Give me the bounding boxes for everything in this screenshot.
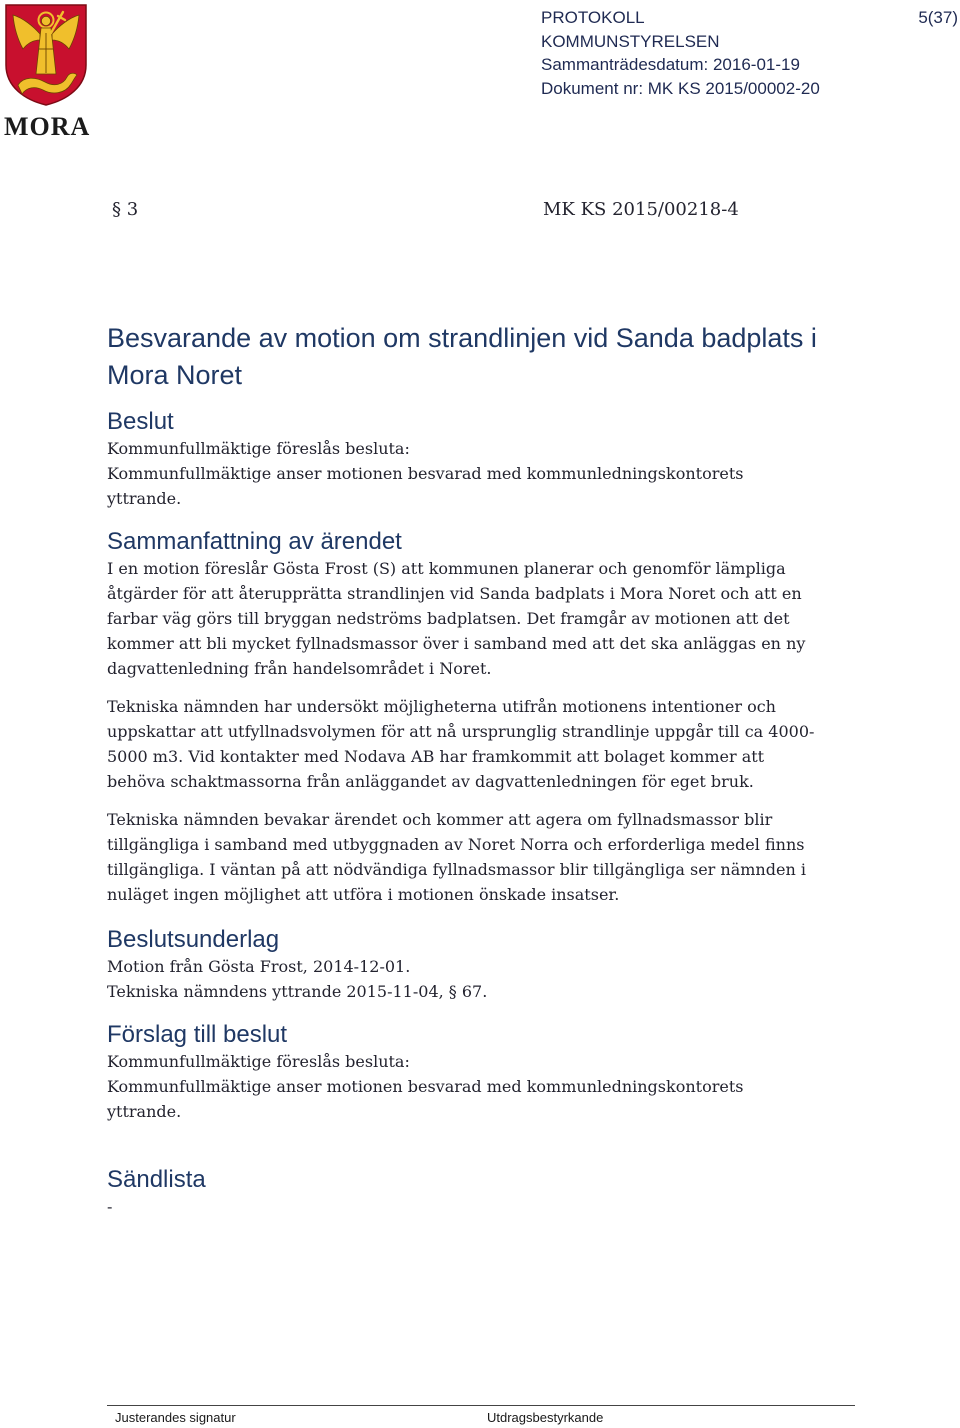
text-line: Kommunfullmäktige anser motionen besvarad med kommunledningskontorets <box>107 1077 744 1096</box>
meeting-date: Sammanträdesdatum: 2016-01-19 <box>541 55 800 74</box>
text-line: yttrande. <box>107 1102 182 1121</box>
page-indicator: 5(37) <box>918 8 958 27</box>
text-line: tillgängliga. I väntan på att nödvändiga fyllnadsmassor blir tillgängliga ser nämnden i <box>107 860 806 879</box>
paragraph <box>107 436 743 511</box>
distribution-list-heading: Sändlista <box>107 1166 206 1193</box>
mora-logo <box>4 3 90 143</box>
text-line: I en motion föreslår Gösta Frost (S) att kommunen planerar och genomför lämpliga <box>107 559 786 578</box>
board-name: KOMMUNSTYRELSEN <box>541 31 720 51</box>
text-line: kommer att bli mycket fyllnadsmassor över i samband med att det ska anläggas en ny <box>107 634 806 653</box>
decision-basis-heading: Beslutsunderlag <box>107 926 280 953</box>
paragraph <box>107 1049 743 1124</box>
text-line: - <box>107 1197 113 1216</box>
case-number: MK KS 2015/00218-4 <box>543 199 739 220</box>
text-line: tillgängliga i samband med utbyggnaden av Noret Norra och erforderliga medel finns <box>107 835 805 854</box>
proposal-section <box>107 1021 743 1124</box>
text-line: Kommunfullmäktige föreslås besluta: <box>107 1052 410 1071</box>
paragraph <box>107 556 814 681</box>
text-line: Kommunfullmäktige föreslås besluta: <box>107 439 410 458</box>
text-line: 5000 m3. Vid kontakter med Nodava AB har framkommit att bolaget kommer att <box>107 747 765 766</box>
text-line: behöva schaktmassorna från anläggandet av dagvattenledningen för eget bruk. <box>107 772 754 791</box>
paragraph <box>107 694 814 794</box>
extract-label: Utdragsbestyrkande <box>487 1410 604 1425</box>
summary-heading: Sammanfattning av ärendet <box>107 528 402 555</box>
text-line: nuläget ingen möjlighet att utföra i motionen önskade insatser. <box>107 885 620 904</box>
distribution-list-section <box>107 1166 206 1219</box>
paragraph-number: § 3 <box>112 199 139 220</box>
title-line: Mora Noret <box>107 360 243 390</box>
paragraph <box>107 1194 206 1219</box>
footer-divider <box>107 1405 855 1406</box>
text-line: yttrande. <box>107 489 182 508</box>
text-line: uppskattar att utfyllnadsvolymen för att nå ursprunglig strandlinje uppgår till ca 4000- <box>107 722 815 741</box>
text-line: Tekniska nämndens yttrande 2015-11-04, § 67. <box>107 982 488 1001</box>
text-line: Motion från Gösta Frost, 2014-12-01. <box>107 957 411 976</box>
document-header <box>541 6 820 100</box>
logo-wordmark: MORA <box>4 112 91 141</box>
decision-heading: Beslut <box>107 408 174 435</box>
text-line: Tekniska nämnden har undersökt möjligheterna utifrån motionens intentioner och <box>107 697 776 716</box>
decision-section <box>107 408 743 511</box>
text-line: farbar väg görs till bryggan nedströms badplatsen. Det framgår av motionen att det <box>107 609 790 628</box>
document-type: PROTOKOLL <box>541 8 645 27</box>
coat-of-arms-icon <box>4 3 88 107</box>
signature-label: Justerandes signatur <box>115 1410 236 1425</box>
paragraph <box>107 954 487 1004</box>
document-number: Dokument nr: MK KS 2015/00002-20 <box>541 78 820 98</box>
text-line: Tekniska nämnden bevakar ärendet och kommer att agera om fyllnadsmassor blir <box>107 810 773 829</box>
title-line: Besvarande av motion om strandlinjen vid Sanda badplats i <box>107 323 817 353</box>
proposal-heading: Förslag till beslut <box>107 1021 288 1048</box>
text-line: åtgärder för att återupprätta strandlinjen vid Sanda badplats i Mora Noret och att en <box>107 584 802 603</box>
paragraph <box>107 807 814 907</box>
text-line: Kommunfullmäktige anser motionen besvarad med kommunledningskontorets <box>107 464 744 483</box>
decision-basis-section <box>107 926 487 1004</box>
page-title <box>107 320 817 394</box>
text-line: dagvattenledning från handelsområdet i Noret. <box>107 659 492 678</box>
summary-section <box>107 528 814 907</box>
